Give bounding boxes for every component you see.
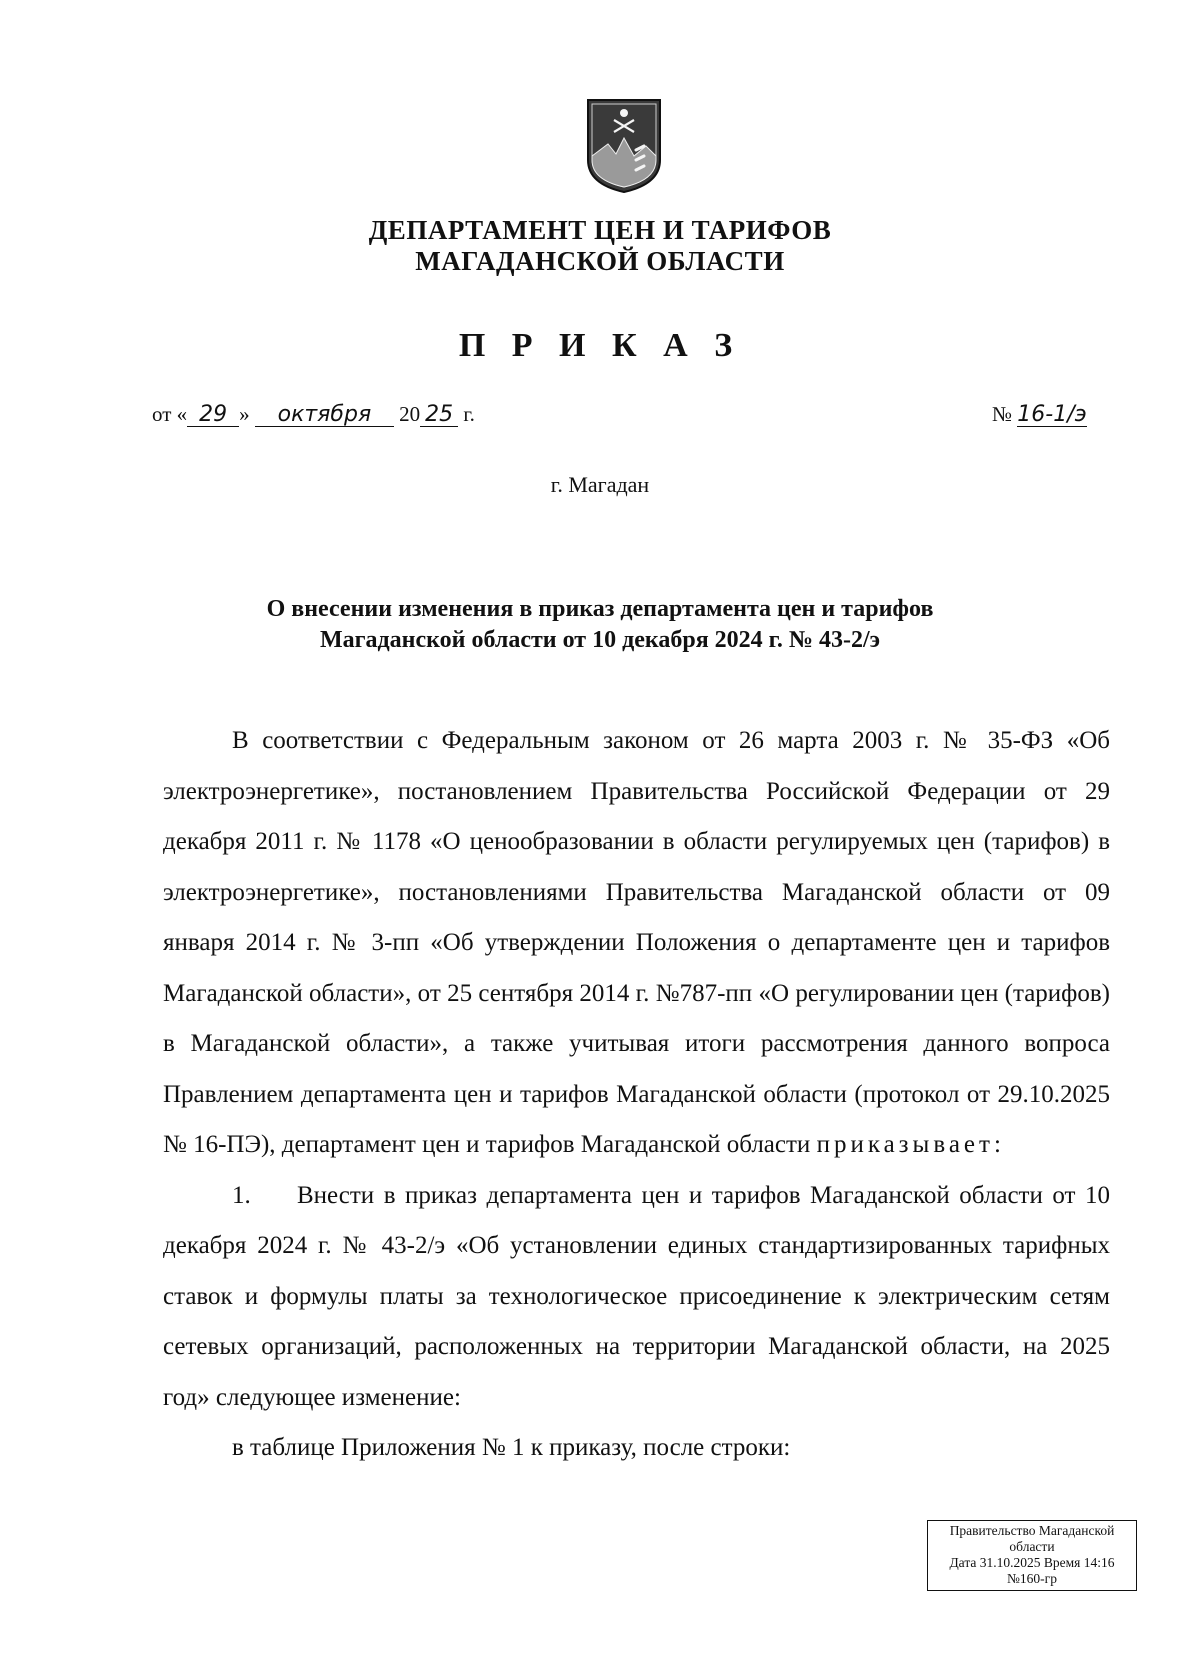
stamp-line1: Правительство Магаданской xyxy=(949,1523,1115,1538)
subject-line1: О внесении изменения в приказ департамента цен и тарифов xyxy=(266,596,934,622)
order-body xyxy=(163,716,1110,1474)
date-month: октября xyxy=(255,404,394,427)
registration-stamp xyxy=(927,1520,1137,1591)
order-date-line xyxy=(152,402,475,427)
date-day: 29 xyxy=(187,404,239,427)
order-number: 16-1/э xyxy=(1017,402,1087,427)
date-prefix: от « xyxy=(152,402,188,426)
preamble-paragraph xyxy=(163,716,1110,1171)
date-year-suffix: 25 xyxy=(420,404,458,427)
department-name-line1: ДЕПАРТАМЕНТ ЦЕН И ТАРИФОВ xyxy=(368,215,832,245)
order-number-line xyxy=(992,402,1087,427)
item-1-number: 1. xyxy=(232,1181,251,1209)
department-name-line2: МАГАДАНСКОЙ ОБЛАСТИ xyxy=(415,246,785,276)
stamp-line2: области xyxy=(1009,1539,1055,1554)
item-1-text: Внести в приказ департамента цен и тарифов Магаданской области от 10 декабря 2024 г. № 43-2/э «Об установлении единых стандартизированных тарифных ставок и формулы платы за технологическое присоединение к электрическим сетям сетевых организаций, расположенных на территории Магаданской области, на 2025 год» следующее изменение: xyxy=(163,1181,1110,1411)
date-year-end: г. xyxy=(463,402,475,426)
stamp-line3: Дата 31.10.2025 Время 14:16 xyxy=(949,1555,1115,1570)
table-intro-paragraph: в таблице Приложения № 1 к приказу, после строки: xyxy=(232,1434,791,1461)
document-type-title: П Р И К А З xyxy=(458,327,742,364)
orders-word: приказывает: xyxy=(816,1131,1005,1158)
date-day-suffix: » xyxy=(239,402,250,426)
preamble-text: В соответствии с Федеральным законом от 26 марта 2003 г. № 35-ФЗ «Об электроэнергетике», постановлением Правительства Российской Федерации от 29 декабря 2011 г. № 1178 «О ценообразовании в области регулируемых цен (тарифов) в электроэнергетике», постановлениями Правительства Магаданской области от 09 января 2014 г. № 3-пп «Об утверждении Положения о департаменте цен и тарифов Магаданской области», от 25 сентября 2014 г. №787-пп «О регулировании цен (тарифов) в Магаданской области», а также учитывая итоги рассмотрения данного вопроса Правлением департамента цен и тарифов Магаданской области (протокол от 29.10.2025 № 16-ПЭ), департамент цен и тарифов Магаданской области xyxy=(163,727,1110,1158)
date-year-prefix: 20 xyxy=(399,402,421,426)
number-prefix: № xyxy=(992,402,1013,426)
order-subject xyxy=(160,594,1040,656)
stamp-line4: №160-гр xyxy=(1007,1571,1057,1586)
coat-of-arms-emblem xyxy=(586,98,662,194)
subject-line2: Магаданской области от 10 декабря 2024 г. № 43-2/э xyxy=(319,627,881,653)
item-1-paragraph xyxy=(163,1171,1110,1424)
issue-city: г. Магадан xyxy=(550,472,650,497)
